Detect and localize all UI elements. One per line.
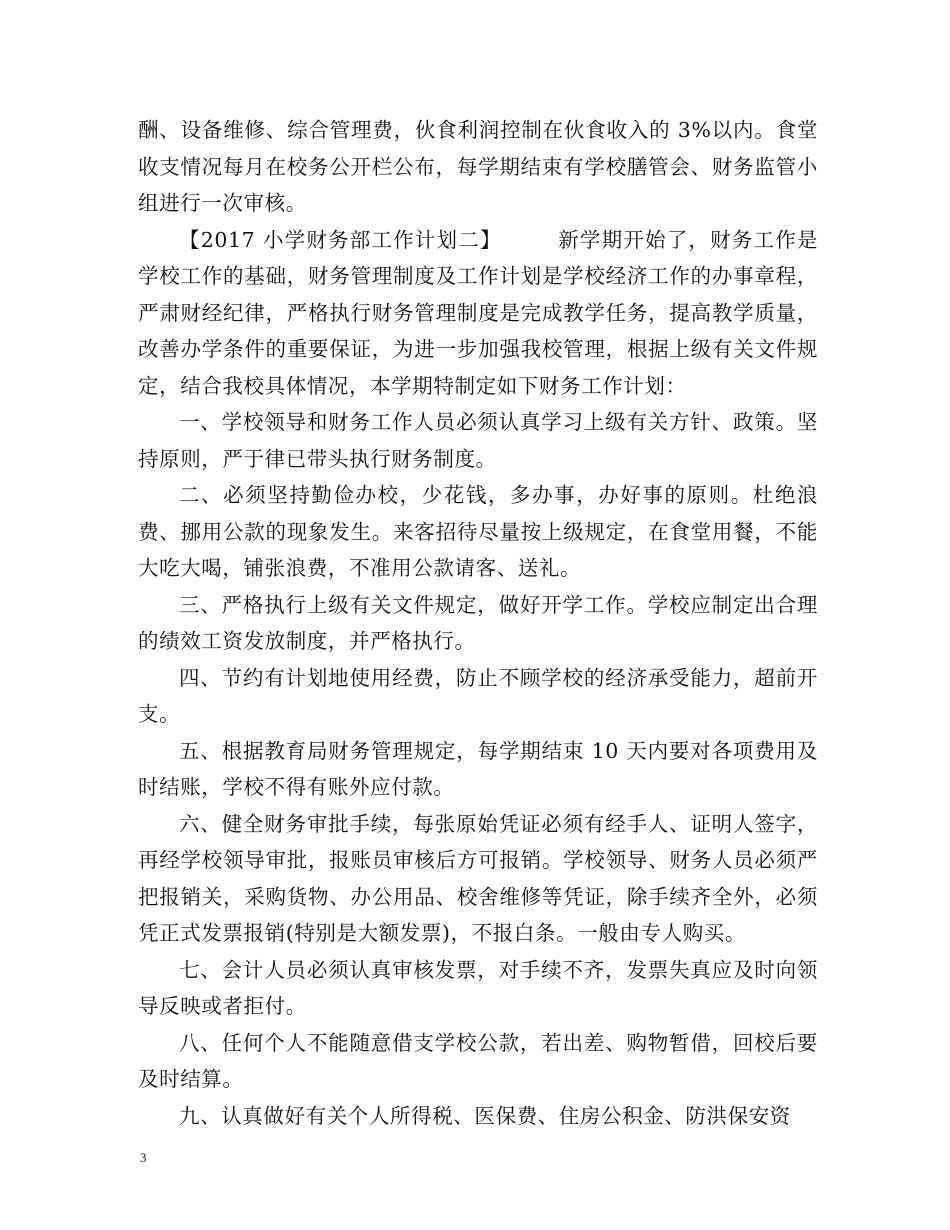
page-number: 3 [140,1150,147,1165]
paragraph-2 [138,222,818,405]
paragraph-4: 二、必须坚持勤俭办校，少花钱，多办事，办好事的原则。杜绝浪费、挪用公款的现象发生。来客招待尽量按上级规定，在食堂用餐，不能大吃大喝，铺张浪费，不准用公款请客、送礼。 [138,483,818,580]
document-body [138,112,818,1134]
paragraph-9: 七、会计人员必须认真审核发票，对手续不齐，发票失真应及时向领导反映或者拒付。 [138,957,818,1018]
section-heading: 【2017 小学财务部工作计划二】 [179,227,502,252]
paragraph-2-text: 新学期开始了，财务工作是学校工作的基础，财务管理制度及工作计划是学校经济工作的办事章程，严肃财经纪律，严格执行财务管理制度是完成教学任务，提高教学质量，改善办学条件的重要保证，为进一步加强我校管理，根据上级有关文件规定，结合我校具体情况，本学期特制定如下财务工作计划： [138,227,818,398]
paragraph-10: 八、任何个人不能随意借支学校公款，若出差、购物暂借，回校后要及时结算。 [138,1030,818,1091]
paragraph-7: 五、根据教育局财务管理规定，每学期结束 10 天内要对各项费用及时结账，学校不得有账外应付款。 [138,738,818,799]
paragraph-1: 酬、设备维修、综合管理费，伙食利润控制在伙食收入的 3%以内。食堂收支情况每月在校务公开栏公布，每学期结束有学校膳管会、财务监管小组进行一次审核。 [138,118,818,215]
paragraph-11: 九、认真做好有关个人所得税、医保费、住房公积金、防洪保安资 [179,1103,791,1128]
paragraph-6: 四、节约有计划地使用经费，防止不顾学校的经济承受能力，超前开支。 [138,665,818,726]
paragraph-8: 六、健全财务审批手续，每张原始凭证必须有经手人、证明人签字，再经学校领导审批，报账员审核后方可报销。学校领导、财务人员必须严把报销关，采购货物、办公用品、校舍维修等凭证，除手续齐全外，必须凭正式发票报销(特别是大额发票)，不报白条。一般由专人购买。 [138,811,818,945]
paragraph-3: 一、学校领导和财务工作人员必须认真学习上级有关方针、政策。坚持原则，严于律已带头执行财务制度。 [138,410,818,471]
paragraph-5: 三、严格执行上级有关文件规定，做好开学工作。学校应制定出合理的绩效工资发放制度，并严格执行。 [138,592,818,653]
